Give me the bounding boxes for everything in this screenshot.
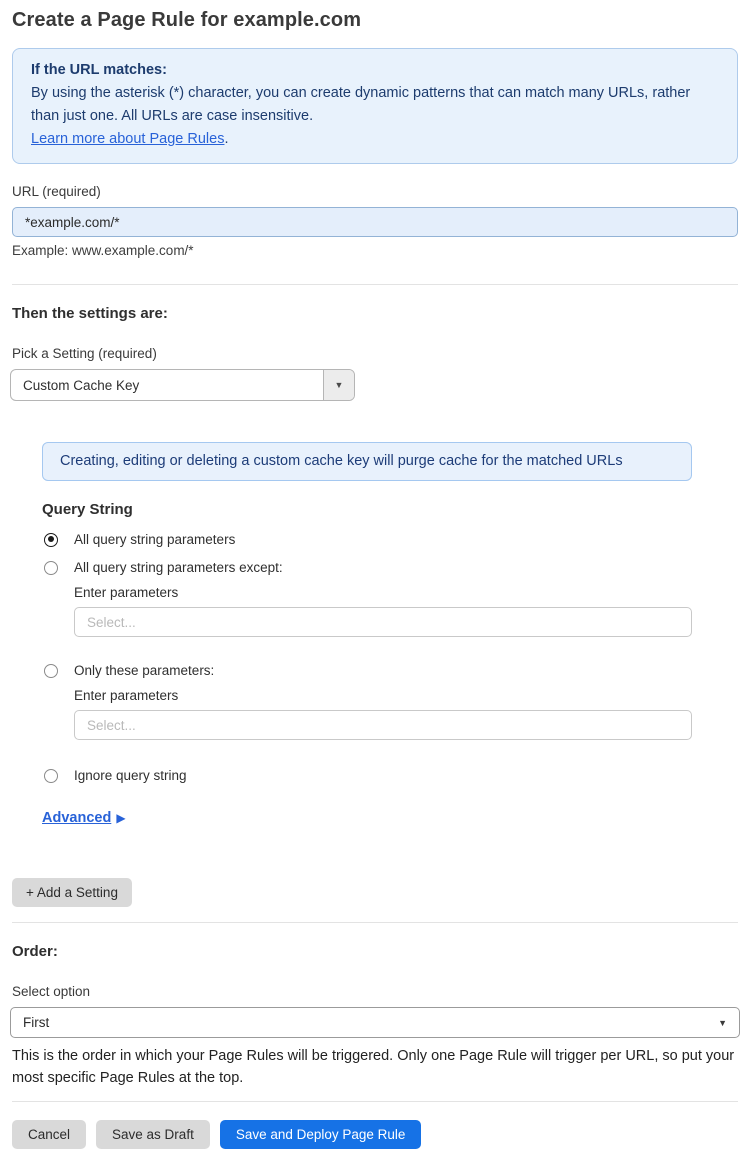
section-divider [12,284,738,285]
radio-selected-icon[interactable] [44,533,58,547]
radio-label: All query string parameters [74,532,236,547]
settings-heading: Then the settings are: [12,305,168,322]
only-parameters-input[interactable] [74,710,692,740]
page-title: Create a Page Rule for example.com [12,9,362,31]
radio-all-params-except[interactable] [42,560,692,575]
radio-label: Ignore query string [74,768,187,783]
order-heading: Order: [12,943,58,960]
radio-label: All query string parameters except: [74,560,283,575]
footer-divider [12,1101,738,1102]
order-help-text: This is the order in which your Page Rules will be triggered. Only one Page Rule will trigger per URL, so put your most specific Page Rules at the top. [12,1048,735,1086]
url-input[interactable] [12,207,738,237]
chevron-down-icon[interactable]: ▼ [323,370,354,400]
radio-unselected-icon[interactable] [44,664,58,678]
advanced-link[interactable]: Advanced [42,810,112,826]
setting-dropdown-value: Custom Cache Key [23,377,140,393]
url-field-label: URL (required) [12,184,101,199]
caret-right-icon: ▶ [116,811,126,825]
info-box-link-line [31,128,719,151]
save-deploy-button[interactable]: Save and Deploy Page Rule [220,1120,422,1149]
radio-ignore-query-string[interactable] [42,768,692,783]
except-parameters-input[interactable] [74,607,692,637]
enter-parameters-label: Enter parameters [74,585,179,600]
setting-dropdown[interactable] [10,369,355,401]
link-period: . [224,131,229,147]
radio-all-query-params[interactable] [42,532,692,547]
order-select-value: First [23,1015,50,1030]
info-box-body: By using the asterisk (*) character, you can create dynamic patterns that can match many URLs, rather than just one. All URLs are case insensitive. [31,85,691,124]
radio-unselected-icon[interactable] [44,561,58,575]
info-box-heading: If the URL matches: [31,62,167,78]
url-match-info-box [12,48,738,164]
radio-unselected-icon[interactable] [44,769,58,783]
custom-cache-key-panel [42,442,692,826]
pick-setting-label: Pick a Setting (required) [12,346,157,361]
radio-label: Only these parameters: [74,663,215,678]
footer-actions [12,1120,738,1149]
cancel-button[interactable]: Cancel [12,1120,86,1149]
advanced-toggle[interactable] [42,810,692,826]
learn-more-link[interactable]: Learn more about Page Rules [31,131,225,147]
query-string-heading: Query String [42,501,133,518]
order-select[interactable] [10,1007,740,1038]
add-setting-button[interactable]: + Add a Setting [12,878,132,907]
cache-purge-notice: Creating, editing or deleting a custom cache key will purge cache for the matched URLs [42,442,692,481]
radio-only-these-params[interactable] [42,663,692,678]
except-params-subsection [74,585,692,637]
url-example-text: Example: www.example.com/* [12,243,194,258]
order-select-label: Select option [12,984,91,999]
save-draft-button[interactable]: Save as Draft [96,1120,210,1149]
only-params-subsection [74,688,692,740]
enter-parameters-label: Enter parameters [74,688,179,703]
order-divider [12,922,738,923]
chevron-down-icon: ▼ [718,1017,727,1028]
